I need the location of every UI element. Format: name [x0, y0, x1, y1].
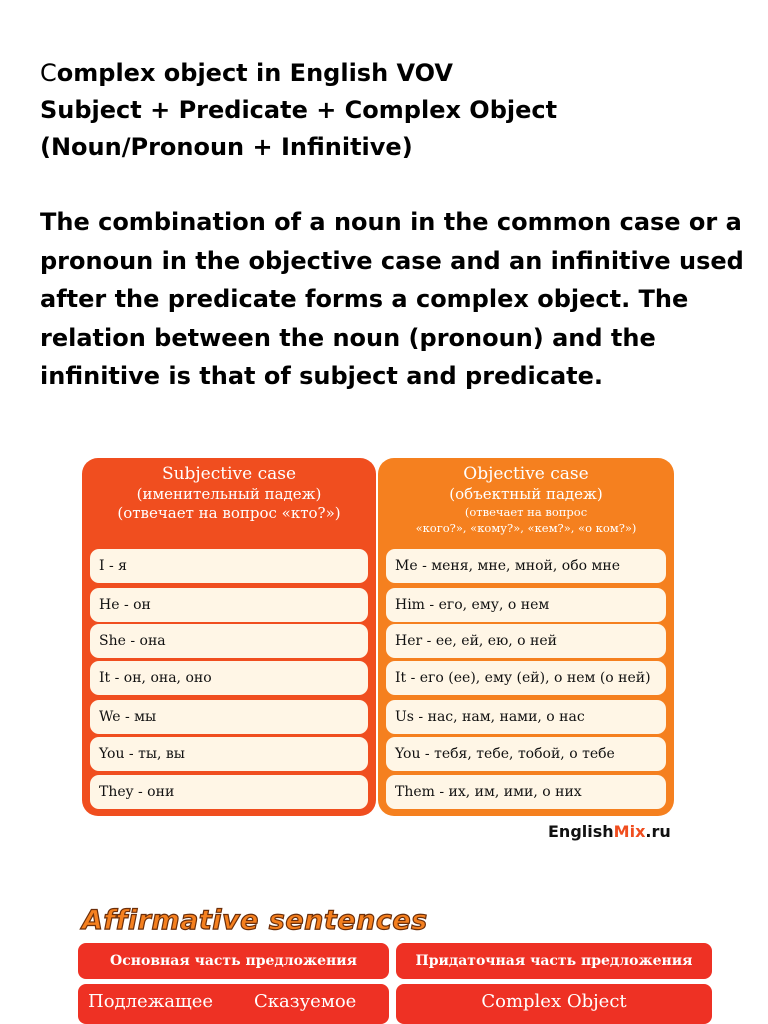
credit-mix: Mix: [613, 822, 646, 841]
complex-object-label: Complex Object: [396, 984, 712, 1024]
definition-paragraph: [40, 203, 744, 396]
subject-label: Подлежащее: [88, 991, 214, 1012]
englishmix-credit: [548, 822, 671, 841]
paragraph-line: pronoun in the objective case and an infinitive used: [40, 246, 744, 275]
credit-english: English: [548, 822, 614, 841]
subjective-row: He - он: [90, 588, 368, 622]
subjective-title: Subjective case: [161, 464, 297, 484]
heading-line-3: (Noun/Pronoun + Infinitive): [40, 133, 413, 161]
subjective-row: She - она: [90, 624, 368, 658]
objective-case-column: [378, 458, 674, 816]
main-part-label: Основная часть предложения: [78, 943, 389, 979]
objective-question-2: «кого?», «кому?», «кем?», «о ком?»): [415, 521, 637, 535]
paragraph-line: relation between the noun (pronoun) and the: [40, 323, 656, 352]
subordinate-part-label: Придаточная часть предложения: [396, 943, 712, 979]
subjective-row: I - я: [90, 549, 368, 583]
objective-title: Objective case: [463, 464, 589, 484]
objective-subtitle: (объектный падеж): [449, 485, 603, 503]
paragraph-line: The combination of a noun in the common case or a: [40, 208, 742, 236]
predicate-label: Сказуемое: [254, 991, 357, 1012]
objective-row: Her - ее, ей, ею, о ней: [386, 624, 666, 658]
pronoun-case-table: [82, 458, 674, 818]
subjective-row: It - он, она, оно: [90, 661, 368, 695]
subject-predicate-box: [78, 984, 389, 1024]
subjective-subtitle: (именительный падеж): [136, 485, 322, 503]
affirmative-sentences-title: Affirmative sentences: [82, 905, 428, 936]
subjective-question: (отвечает на вопрос «кто?»): [117, 504, 341, 522]
objective-header: [378, 464, 674, 536]
credit-ru: .ru: [645, 822, 671, 841]
heading-line-1: [40, 55, 740, 92]
subjective-case-column: [82, 458, 376, 816]
page-heading: [40, 55, 740, 166]
subjective-header: [82, 464, 376, 523]
subjective-row: We - мы: [90, 700, 368, 734]
paragraph-line: after the predicate forms a complex object. The: [40, 285, 689, 313]
objective-row: You - тебя, тебе, тобой, о тебе: [386, 737, 666, 771]
heading-line-2: Subject + Predicate + Complex Object: [40, 96, 558, 124]
objective-question-1: (отвечает на вопрос: [464, 505, 588, 519]
subjective-row: They - они: [90, 775, 368, 809]
objective-row: Him - его, ему, о нем: [386, 588, 666, 622]
heading-line-1-rest: omplex object in English VOV: [56, 59, 453, 87]
paragraph-line: infinitive is that of subject and predicate.: [40, 362, 604, 390]
objective-row: Me - меня, мне, мной, обо мне: [386, 549, 666, 583]
objective-row: Them - их, им, ими, о них: [386, 775, 666, 809]
objective-row: Us - нас, нам, нами, о нас: [386, 700, 666, 734]
objective-row: It - его (ее), ему (ей), о нем (о ней): [386, 661, 666, 695]
heading-first-letter: C: [40, 59, 57, 87]
subjective-row: You - ты, вы: [90, 737, 368, 771]
